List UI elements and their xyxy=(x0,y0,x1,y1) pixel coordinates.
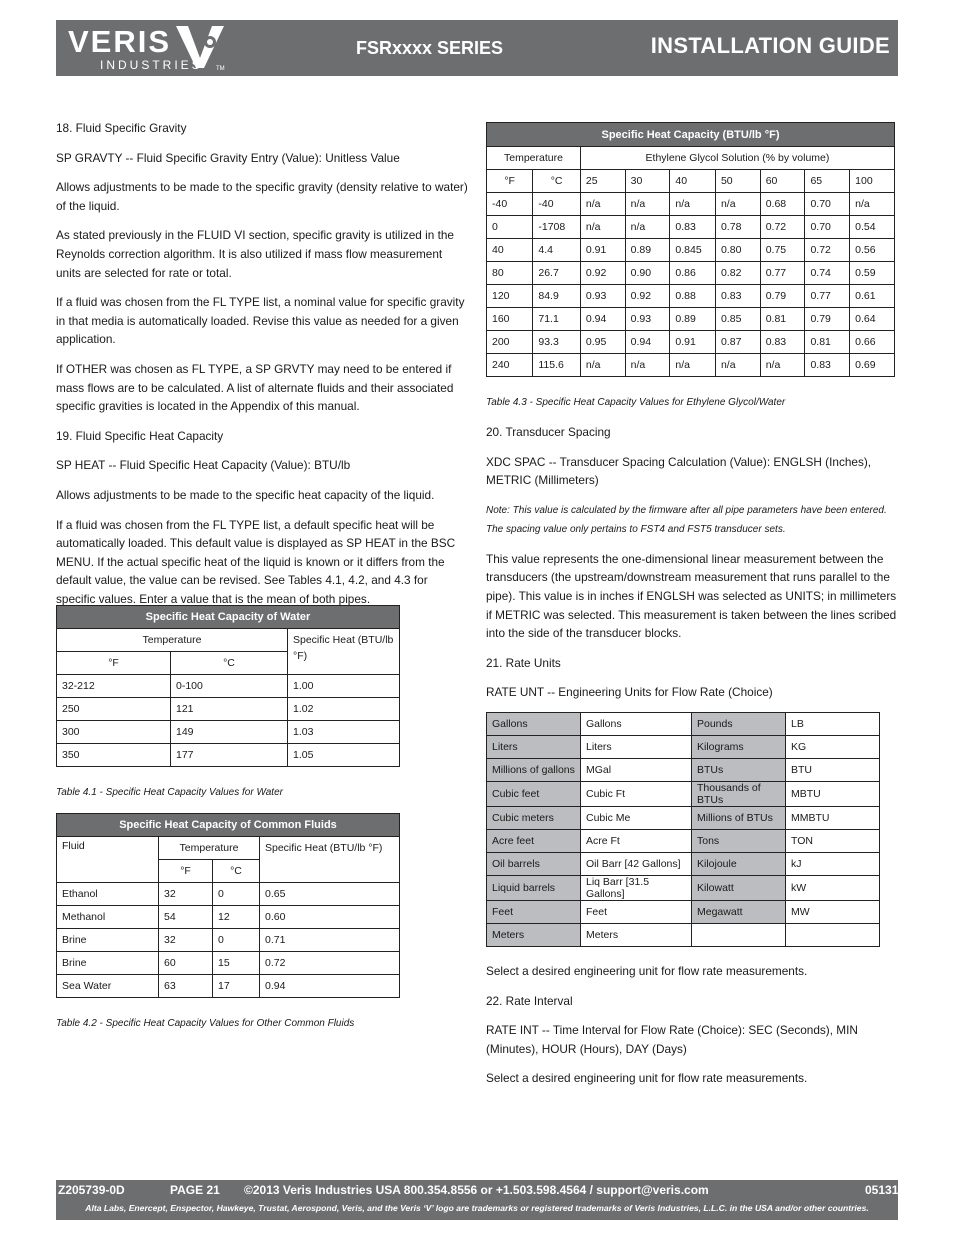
table-cell: 120 xyxy=(487,285,533,308)
table-cell: kJ xyxy=(786,853,880,876)
section-heading: 18. Fluid Specific Gravity xyxy=(56,121,187,135)
table-cell xyxy=(692,924,786,947)
table-cell: 0.91 xyxy=(670,331,716,354)
unit-f-header: °F xyxy=(487,170,533,193)
specific-heat-header: Specific Heat (BTU/lb °F) xyxy=(288,629,400,675)
table-cell: Tons xyxy=(692,830,786,853)
table-cell: 15 xyxy=(213,952,260,975)
paragraph: RATE UNT -- Engineering Units for Flow Rate (Choice) xyxy=(486,685,773,700)
table-cell: 1.02 xyxy=(288,698,400,721)
table-cell: -40 xyxy=(487,193,533,216)
table-cell: 0.77 xyxy=(760,262,805,285)
table-cell: Oil barrels xyxy=(487,853,581,876)
paragraph: Select a desired engineering unit for flow rate measurements. xyxy=(486,1071,808,1086)
table-cell: 84.9 xyxy=(533,285,581,308)
section-heading: 22. Rate Interval xyxy=(486,993,573,1008)
table-row xyxy=(487,308,895,331)
table-cell: Methanol xyxy=(57,906,159,929)
paragraph: Allows adjustments to be made to the specific gravity (density relative to water) of the liquid. xyxy=(56,180,468,213)
table-cell: n/a xyxy=(625,216,670,239)
table-cell: Meters xyxy=(581,924,692,947)
percent-header: 65 xyxy=(805,170,850,193)
fluid-header: Fluid xyxy=(57,837,159,883)
table-cell: 0.89 xyxy=(670,308,716,331)
solution-header: Ethylene Glycol Solution (% by volume) xyxy=(580,147,894,170)
table-cell: 40 xyxy=(487,239,533,262)
table-cell: 80 xyxy=(487,262,533,285)
unit-c-header: °C xyxy=(533,170,581,193)
table-row xyxy=(487,876,880,901)
table-cell: BTUs xyxy=(692,759,786,782)
table-row xyxy=(487,239,895,262)
table-cell: Millions of BTUs xyxy=(692,807,786,830)
table-cell: 0.72 xyxy=(760,216,805,239)
table-cell: Cubic feet xyxy=(487,782,581,807)
table-row xyxy=(487,807,880,830)
table-row xyxy=(487,331,895,354)
table-cell: 0.65 xyxy=(260,883,400,906)
table-cell: 0-100 xyxy=(171,675,288,698)
table-cell: 0.94 xyxy=(625,331,670,354)
table-cell: 0.81 xyxy=(805,331,850,354)
table-cell: Millions of gallons xyxy=(487,759,581,782)
table-row xyxy=(57,698,400,721)
table-cell: TON xyxy=(786,830,880,853)
table-cell: 0.83 xyxy=(670,216,716,239)
table-cell: 0.64 xyxy=(850,308,895,331)
table-cell: 0.79 xyxy=(760,285,805,308)
table-cell: 60 xyxy=(159,952,213,975)
table-cell: 0.93 xyxy=(580,285,625,308)
table-caption: Table 4.1 - Specific Heat Capacity Values for Water xyxy=(56,787,283,798)
table-cell: Liquid barrels xyxy=(487,876,581,901)
table-cell: 1.05 xyxy=(288,744,400,767)
table-cell: Oil Barr [42 Gallons] xyxy=(581,853,692,876)
date-code: 05131 xyxy=(865,1183,899,1197)
unit-f-header: °F xyxy=(159,860,213,883)
specific-heat-header: Specific Heat (BTU/lb °F) xyxy=(260,837,400,883)
table-cell: 1.00 xyxy=(288,675,400,698)
table-cell: 0.78 xyxy=(715,216,760,239)
paragraph: If a fluid was chosen from the FL TYPE list, a default specific heat will be automatically loaded. This default value is displayed as SP HEAT in the BSC MENU. If the actual specific heat of the liquid is known or it differs from the default value, the value can be revised. See Tables 4.1, 4.2, and 4.3 for specific values. Enter a value that is the mean of both pipes. xyxy=(56,517,456,606)
table-row xyxy=(487,713,880,736)
table-cell: 54 xyxy=(159,906,213,929)
table-cell: -40 xyxy=(533,193,581,216)
table-cell: 0.86 xyxy=(670,262,716,285)
logo-wordmark: VERIS xyxy=(68,24,172,59)
table-title: Specific Heat Capacity of Water xyxy=(57,606,400,629)
table-row xyxy=(487,285,895,308)
table-cell: Kilojoule xyxy=(692,853,786,876)
table-cell: Liters xyxy=(487,736,581,759)
table-cell: 0.69 xyxy=(850,354,895,377)
table-row xyxy=(57,975,400,998)
table-cell: Feet xyxy=(487,901,581,924)
table-cell: 115.6 xyxy=(533,354,581,377)
right-column-bottom xyxy=(486,962,898,1099)
table-cell: 0.70 xyxy=(805,193,850,216)
paragraph: XDC SPAC -- Transducer Spacing Calculation (Value): ENGLSH (Inches), METRIC (Millimeters) xyxy=(486,454,872,488)
paragraph: SP HEAT -- Fluid Specific Heat Capacity (Value): BTU/lb xyxy=(56,458,351,473)
paragraph: Select a desired engineering unit for flow rate measurements. xyxy=(486,964,808,978)
table-cell: 0.81 xyxy=(760,308,805,331)
table-cell: n/a xyxy=(580,216,625,239)
table-cell: 0.79 xyxy=(805,308,850,331)
table-cell: Pounds xyxy=(692,713,786,736)
table-cell: 0.59 xyxy=(850,262,895,285)
table-cell: Kilowatt xyxy=(692,876,786,901)
rate-units-table xyxy=(486,712,880,947)
table-cell: 149 xyxy=(171,721,288,744)
page-number: PAGE 21 xyxy=(170,1183,220,1197)
table-row xyxy=(487,216,895,239)
table-cell: 0.75 xyxy=(760,239,805,262)
table-cell: 32 xyxy=(159,883,213,906)
table-cell: 250 xyxy=(57,698,171,721)
table-cell: LB xyxy=(786,713,880,736)
table-cell: Brine xyxy=(57,929,159,952)
table-row xyxy=(487,354,895,377)
table-cell: 0.92 xyxy=(625,285,670,308)
table-cell: 0.94 xyxy=(260,975,400,998)
unit-c-header: °C xyxy=(213,860,260,883)
table-cell: 0.88 xyxy=(670,285,716,308)
table-cell: 0.89 xyxy=(625,239,670,262)
paragraph: As stated previously in the FLUID VI section, specific gravity is utilized in the Reynolds correction algorithm. It is also utilized if mass flow measurement units are selected for rate or total. xyxy=(56,228,454,280)
table-row xyxy=(57,929,400,952)
note-text: Note: This value is calculated by the firmware after all pipe parameters have been entered. The spacing value only pertains to FST4 and FST5 transducer sets. xyxy=(486,504,887,535)
table-cell: 160 xyxy=(487,308,533,331)
table-cell: 350 xyxy=(57,744,171,767)
table-cell: 0.72 xyxy=(805,239,850,262)
table-cell: Ethanol xyxy=(57,883,159,906)
paragraph: If OTHER was chosen as FL TYPE, a SP GRVTY may need to be entered if mass flows are to be calculated. A list of alternate fluids and their associated specific gravities is located in the Appendix of this manual. xyxy=(56,361,454,414)
table-cell: 0.87 xyxy=(715,331,760,354)
fluids-heat-table xyxy=(56,813,400,998)
table-cell: 0.83 xyxy=(715,285,760,308)
table-cell: Gallons xyxy=(487,713,581,736)
page-footer xyxy=(56,1180,898,1220)
table-row xyxy=(57,744,400,767)
table-cell: Liq Barr [31.5 Gallons] xyxy=(581,876,692,901)
table-cell: Cubic meters xyxy=(487,807,581,830)
page-title: INSTALLATION GUIDE xyxy=(650,33,890,58)
table-cell: 17 xyxy=(213,975,260,998)
table-cell: 0.82 xyxy=(715,262,760,285)
table-cell: Gallons xyxy=(581,713,692,736)
table-cell: 177 xyxy=(171,744,288,767)
trademark-notice: Alta Labs, Enercept, Enspector, Hawkeye, Trustat, Aerospond, Veris, and the Veris ‘V’ logo are trademarks or registered trademarks of Veris Industries, L.L.C. in the USA and/or other countries. xyxy=(85,1203,869,1213)
table-cell: MBTU xyxy=(786,782,880,807)
paragraph: If a fluid was chosen from the FL TYPE list, a nominal value for specific gravity in that media is automatically loaded. Revise this value as needed for a given application. xyxy=(56,295,465,347)
table-cell: 1.03 xyxy=(288,721,400,744)
table-cell: MW xyxy=(786,901,880,924)
table-cell: -1708 xyxy=(533,216,581,239)
table-cell: Megawatt xyxy=(692,901,786,924)
percent-header: 25 xyxy=(580,170,625,193)
table-cell: n/a xyxy=(850,193,895,216)
table-cell: 32 xyxy=(159,929,213,952)
table-cell: n/a xyxy=(715,193,760,216)
left-column xyxy=(56,119,468,619)
table-cell: 0.90 xyxy=(625,262,670,285)
table-cell: Meters xyxy=(487,924,581,947)
percent-header: 60 xyxy=(760,170,805,193)
table-cell: 4.4 xyxy=(533,239,581,262)
table-row xyxy=(57,721,400,744)
table-cell: 200 xyxy=(487,331,533,354)
table-cell: 26.7 xyxy=(533,262,581,285)
temperature-header: Temperature xyxy=(159,837,260,860)
contact-info: ©2013 Veris Industries USA 800.354.8556 or +1.503.598.4564 / support@veris.com xyxy=(244,1183,709,1197)
paragraph: This value represents the one-dimensional linear measurement between the transducers (the upstream/downstream measurement that runs parallel to the pipe). This value is in inches if ENGLSH was selected as UNITS; in millimeters if METRIC was selected. This measurement is taken between the lines scribed into the side of the transducer blocks. xyxy=(486,551,897,641)
table-cell: 0.92 xyxy=(580,262,625,285)
table-row xyxy=(487,830,880,853)
table-cell: 0 xyxy=(213,883,260,906)
table-row xyxy=(487,924,880,947)
paragraph: RATE INT -- Time Interval for Flow Rate (Choice): SEC (Seconds), MIN (Minutes), HOUR (Hours), DAY (Days) xyxy=(486,1023,858,1056)
table-row xyxy=(487,901,880,924)
table-row xyxy=(487,193,895,216)
series-title: FSRxxxx SERIES xyxy=(356,38,504,58)
temperature-header: Temperature xyxy=(57,629,288,652)
table-cell: 0 xyxy=(213,929,260,952)
table-cell: MMBTU xyxy=(786,807,880,830)
table-cell: 0.93 xyxy=(625,308,670,331)
table-cell: 0.94 xyxy=(580,308,625,331)
table-row xyxy=(487,853,880,876)
percent-header: 50 xyxy=(715,170,760,193)
unit-c-header: °C xyxy=(171,652,288,675)
table-cell: Kilograms xyxy=(692,736,786,759)
table-cell: Cubic Me xyxy=(581,807,692,830)
table-row xyxy=(57,952,400,975)
table-cell: 240 xyxy=(487,354,533,377)
percent-header: 40 xyxy=(670,170,716,193)
table-cell: 71.1 xyxy=(533,308,581,331)
table-cell: n/a xyxy=(715,354,760,377)
table-cell: 63 xyxy=(159,975,213,998)
table-row xyxy=(487,262,895,285)
table-cell: 0.70 xyxy=(805,216,850,239)
table-cell: 0.77 xyxy=(805,285,850,308)
table-cell: 0.56 xyxy=(850,239,895,262)
glycol-heat-table xyxy=(486,122,895,377)
table-cell: 300 xyxy=(57,721,171,744)
table-cell: 0.74 xyxy=(805,262,850,285)
table-cell: 0.54 xyxy=(850,216,895,239)
table-cell: Acre Ft xyxy=(581,830,692,853)
table-row xyxy=(487,759,880,782)
table-cell: KG xyxy=(786,736,880,759)
table-cell: n/a xyxy=(625,193,670,216)
table-cell: n/a xyxy=(580,193,625,216)
table-cell: 0.68 xyxy=(760,193,805,216)
table-cell: 121 xyxy=(171,698,288,721)
table-cell: 32-212 xyxy=(57,675,171,698)
unit-f-header: °F xyxy=(57,652,171,675)
table-cell: 93.3 xyxy=(533,331,581,354)
table-cell: 0.80 xyxy=(715,239,760,262)
water-heat-table xyxy=(56,605,400,767)
table-cell: Feet xyxy=(581,901,692,924)
table-title: Specific Heat Capacity (BTU/lb °F) xyxy=(487,123,895,147)
percent-header: 30 xyxy=(625,170,670,193)
page-header xyxy=(56,20,898,76)
table-cell: Liters xyxy=(581,736,692,759)
table-row xyxy=(487,782,880,807)
table-cell: Brine xyxy=(57,952,159,975)
temperature-header: Temperature xyxy=(487,147,581,170)
percent-header: 100 xyxy=(850,170,895,193)
table-cell: n/a xyxy=(670,354,716,377)
table-cell: Cubic Ft xyxy=(581,782,692,807)
table-cell: 0.85 xyxy=(715,308,760,331)
table-header-row xyxy=(487,170,895,193)
table-cell: 0.83 xyxy=(805,354,850,377)
table-cell: 0.91 xyxy=(580,239,625,262)
right-column-top xyxy=(486,423,898,713)
table-title: Specific Heat Capacity of Common Fluids xyxy=(57,814,400,837)
table-cell: 0.83 xyxy=(760,331,805,354)
paragraph: SP GRAVTY -- Fluid Specific Gravity Entry (Value): Unitless Value xyxy=(56,150,400,165)
section-heading: 21. Rate Units xyxy=(486,655,561,670)
table-row xyxy=(57,675,400,698)
table-cell: n/a xyxy=(670,193,716,216)
table-cell: Acre feet xyxy=(487,830,581,853)
table-cell: 0.61 xyxy=(850,285,895,308)
section-heading: 19. Fluid Specific Heat Capacity xyxy=(56,428,224,443)
table-row xyxy=(487,736,880,759)
table-cell: 0.60 xyxy=(260,906,400,929)
table-cell: 0.95 xyxy=(580,331,625,354)
section-heading: 20. Transducer Spacing xyxy=(486,425,611,439)
paragraph: Allows adjustments to be made to the specific heat capacity of the liquid. xyxy=(56,487,435,502)
table-cell: 0 xyxy=(487,216,533,239)
table-cell: 0.845 xyxy=(670,239,716,262)
table-caption: Table 4.2 - Specific Heat Capacity Values for Other Common Fluids xyxy=(56,1018,355,1029)
table-cell xyxy=(786,924,880,947)
table-cell: Thousands of BTUs xyxy=(692,782,786,807)
table-cell: n/a xyxy=(580,354,625,377)
table-cell: BTU xyxy=(786,759,880,782)
table-cell: 0.66 xyxy=(850,331,895,354)
table-row xyxy=(57,883,400,906)
table-cell: n/a xyxy=(625,354,670,377)
logo-subtitle: INDUSTRIES xyxy=(100,58,203,72)
table-cell: kW xyxy=(786,876,880,901)
table-cell: 0.72 xyxy=(260,952,400,975)
table-cell: 0.71 xyxy=(260,929,400,952)
table-caption: Table 4.3 - Specific Heat Capacity Values for Ethylene Glycol/Water xyxy=(486,397,786,408)
table-cell: n/a xyxy=(760,354,805,377)
table-cell: 12 xyxy=(213,906,260,929)
logo-trademark: TM xyxy=(216,66,225,72)
table-row xyxy=(57,906,400,929)
table-cell: Sea Water xyxy=(57,975,159,998)
document-number: Z205739-0D xyxy=(58,1183,125,1197)
table-cell: MGal xyxy=(581,759,692,782)
